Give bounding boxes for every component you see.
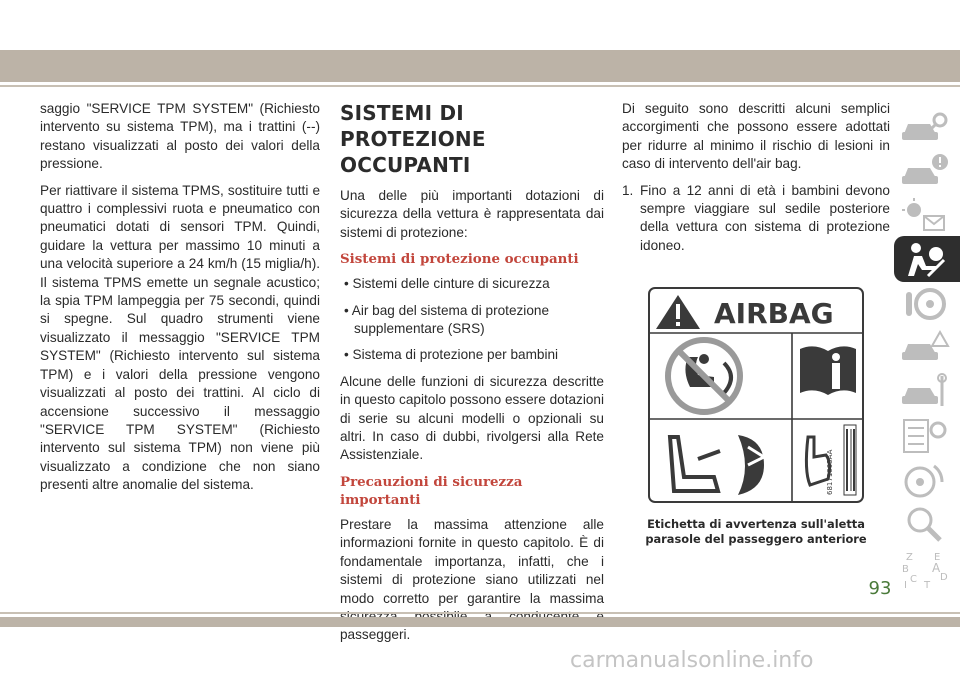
numbered-item (622, 182, 890, 256)
airbag-seat-icon (900, 240, 950, 280)
paragraph: saggio "SERVICE TPM SYSTEM" (Richiesto intervento su sistema TPM), ma i trattini (--) restano visualizzati al posto dei valori della pressione. (40, 101, 320, 172)
paragraph: Alcune delle funzioni di sicurezza descritte in questo capitolo possono essere dotazioni di serie su alcuni modelli o opzionali su altri. In caso di dubbi, rivolgersi alla Rete Assistenziale. (340, 373, 604, 463)
header-bar (0, 50, 960, 82)
tab-specifications[interactable] (894, 412, 960, 458)
paragraph: Una delle più importanti dotazioni di sicurezza della vettura è rappresentata dai sistemi di protezione: (340, 188, 604, 240)
column-left (40, 100, 320, 503)
no-rearward-child-seat-icon (668, 340, 740, 412)
footer-bar (0, 617, 960, 627)
index-letter: Z (906, 552, 913, 563)
index-letter: E (934, 552, 941, 563)
index-letter: I (904, 580, 907, 588)
multimedia-icon (900, 460, 950, 500)
tab-search[interactable] (894, 500, 960, 546)
caption-line: Etichetta di avvertenza sull'aletta (647, 517, 865, 531)
car-warning-icon (900, 152, 950, 192)
index-letter: D (940, 572, 948, 583)
index-letter: B (902, 564, 909, 575)
list-item: • Sistemi delle cinture di sicurezza (344, 276, 550, 292)
subheading: Precauzioni di sicurezza importanti (340, 473, 523, 508)
tab-car-service[interactable] (894, 368, 960, 414)
item-text: Fino a 12 anni di età i bambini devono sempre viaggiare sul sedile posteriore della vettura con sistema di protezione idoneo. (640, 182, 890, 253)
item-number: 1. (622, 182, 634, 198)
header-rule (0, 85, 960, 87)
paragraph: Per riattivare il sistema TPMS, sostituire tutti e quattro i complessivi ruota e pneumatico con pneumatici dotati di sensori TPM. Quindi, guidare la vettura per massimo 10 minuti a una velocità superiore a 24 km/h (15 miglia/h). Il sistema TPMS emette un segnale acustico; la spia TPM lampeggia per 75 secondi, quindi si spegne. Sul quadro strumenti viene visualizzato il messaggio "SERVICE TPM SYSTEM" (Richiesto intervento sul sistema TPM) e i valori della pressione vengono visualizzati al posto dei trattini. Al ciclo di accensione successivo il messaggio "SERVICE TPM SYSTEM" (Richiesto intervento sul sistema TPM) non viene più visualizzato a condizione che non siano presenti altre anomalie del sistema. (40, 182, 320, 493)
airbag-warning-label (648, 287, 864, 503)
steering-wheel-icon (900, 284, 950, 324)
column-middle (340, 100, 604, 653)
footer-rule (0, 612, 960, 614)
index-letter: T (924, 580, 931, 588)
tab-index[interactable] (894, 544, 960, 590)
tab-multimedia[interactable] (894, 456, 960, 502)
paragraph: Prestare la massima attenzione alle informazioni fornite in questo capitolo. È di fondamentale importanza, infatti, che i sistemi di protezione siano utilizzati nel modo corretto per garantire la massima passeggeri. (340, 516, 604, 643)
subheading: Sistemi di protezione occupanti (340, 251, 579, 268)
car-hazard-icon (900, 328, 950, 368)
dashboard-lights-icon (900, 196, 950, 236)
car-key-icon (900, 108, 950, 148)
tab-airbag-seat[interactable] (894, 236, 960, 282)
car-service-icon (900, 372, 950, 412)
caption-line: parasole del passeggero anteriore (645, 532, 867, 546)
label-title: AIRBAG (714, 297, 834, 330)
tab-car-hazard[interactable] (894, 324, 960, 370)
paragraph: Di seguito sono descritti alcuni semplici accorgimenti che possono essere adottati per ridurre al minimo il rischio di lesioni in caso di intervento dell'air bag. (622, 101, 890, 172)
column-right (622, 100, 890, 255)
figure-caption (636, 517, 876, 547)
watermark: carmanualsonline.info (570, 648, 814, 673)
page-number: 93 (868, 578, 892, 599)
tab-car-key[interactable] (894, 104, 960, 150)
index-letter: C (910, 574, 917, 585)
index-icon (900, 548, 950, 588)
specifications-icon (900, 416, 950, 456)
label-code: 68171003AA (826, 449, 834, 495)
tab-car-warning[interactable] (894, 148, 960, 194)
tab-dashboard-lights[interactable] (894, 192, 960, 238)
tab-steering-wheel[interactable] (894, 280, 960, 326)
list-item: • Sistema di protezione per bambini (344, 347, 559, 363)
search-icon (900, 504, 950, 544)
section-heading: SISTEMI DI PROTEZIONE OCCUPANTI (340, 101, 486, 177)
read-manual-icon (800, 346, 856, 395)
index-letter: A (932, 561, 941, 575)
list-item: • Air bag del sistema di protezione supplementare (SRS) (344, 302, 550, 337)
